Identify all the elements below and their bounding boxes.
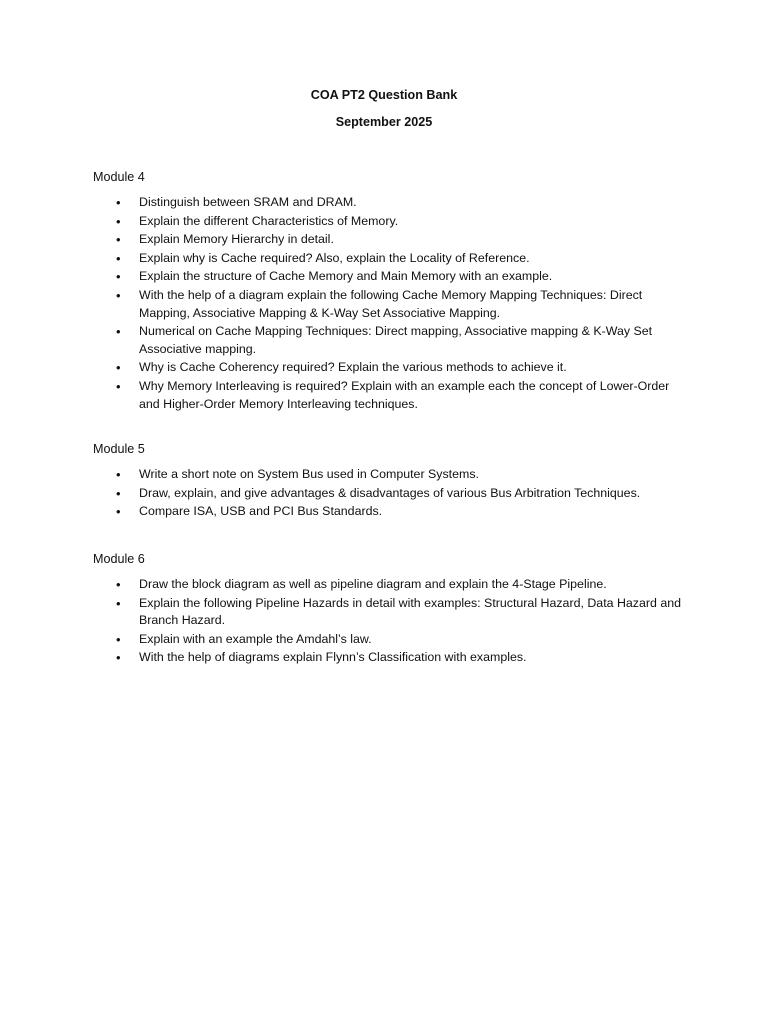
question-list xyxy=(93,466,693,521)
question-text: Numerical on Cache Mapping Techniques: Direct mapping, Associative mapping & K-Way Set Associative mapping. xyxy=(139,324,653,356)
question-item xyxy=(93,287,683,322)
question-item xyxy=(93,576,683,594)
question-text: Compare ISA, USB and PCI Bus Standards. xyxy=(139,504,383,519)
question-text: Distinguish between SRAM and DRAM. xyxy=(139,195,357,209)
bullet-icon: • xyxy=(116,232,121,248)
question-text: Explain with an example the Amdahl’s law. xyxy=(139,631,372,646)
question-item xyxy=(93,631,683,649)
module-heading: Module 4 xyxy=(93,170,145,184)
question-list xyxy=(93,194,693,413)
question-item xyxy=(93,595,683,630)
bullet-icon: • xyxy=(116,485,121,501)
question-text: With the help of a diagram explain the following Cache Memory Mapping Techniques: Direct Mapping, Associative Mapping & K-Way Set Associative Mapping. xyxy=(139,287,643,320)
question-text: Explain the following Pipeline Hazards in detail with examples: Structural Hazard, Data Hazard and Branch Hazard. xyxy=(139,595,682,628)
bullet-icon: • xyxy=(116,213,121,229)
question-item xyxy=(93,503,683,521)
question-text: Why is Cache Coherency required? Explain the various methods to achieve it. xyxy=(139,360,567,375)
bullet-icon: • xyxy=(116,631,121,647)
bullet-icon: • xyxy=(116,360,121,376)
module-heading: Module 6 xyxy=(93,552,145,566)
question-text: Explain the structure of Cache Memory and Main Memory with an example. xyxy=(139,269,553,284)
bullet-icon: • xyxy=(116,195,121,210)
module-section xyxy=(93,440,693,522)
question-text: Draw, explain, and give advantages & disadvantages of various Bus Arbitration Techniques. xyxy=(139,485,641,500)
question-item xyxy=(93,268,683,286)
question-item xyxy=(93,323,683,358)
question-item xyxy=(93,231,683,249)
question-text: Write a short note on System Bus used in Computer Systems. xyxy=(139,467,479,481)
bullet-icon: • xyxy=(116,287,121,303)
bullet-icon: • xyxy=(116,595,121,611)
bullet-icon: • xyxy=(116,577,121,592)
bullet-icon: • xyxy=(116,467,121,482)
question-text: Explain why is Cache required? Also, explain the Locality of Reference. xyxy=(139,250,530,265)
question-item xyxy=(93,649,683,667)
question-item xyxy=(93,250,683,268)
bullet-icon: • xyxy=(116,504,121,520)
question-item xyxy=(93,378,683,413)
question-list xyxy=(93,576,693,667)
bullet-icon: • xyxy=(116,324,121,340)
question-text: Why Memory Interleaving is required? Explain with an example each the concept of Lower-Order and Higher-Order Memory Interleaving techniques. xyxy=(139,378,670,411)
bullet-icon: • xyxy=(116,250,121,266)
question-item xyxy=(93,485,683,503)
question-item xyxy=(93,466,683,484)
question-item xyxy=(93,194,683,212)
question-text: Draw the block diagram as well as pipeline diagram and explain the 4-Stage Pipeline. xyxy=(139,577,607,591)
module-heading: Module 5 xyxy=(93,442,145,456)
question-item xyxy=(93,213,683,231)
bullet-icon: • xyxy=(116,269,121,285)
module-section xyxy=(93,550,693,668)
question-item xyxy=(93,359,683,377)
bullet-icon: • xyxy=(116,650,121,666)
module-section xyxy=(93,168,693,414)
question-text: Explain Memory Hierarchy in detail. xyxy=(139,232,334,247)
question-text: With the help of diagrams explain Flynn’s Classification with examples. xyxy=(139,650,527,665)
document-date: September 2025 xyxy=(335,115,433,129)
bullet-icon: • xyxy=(116,378,121,394)
document-title: COA PT2 Question Bank xyxy=(310,88,458,102)
question-text: Explain the different Characteristics of Memory. xyxy=(139,213,399,228)
